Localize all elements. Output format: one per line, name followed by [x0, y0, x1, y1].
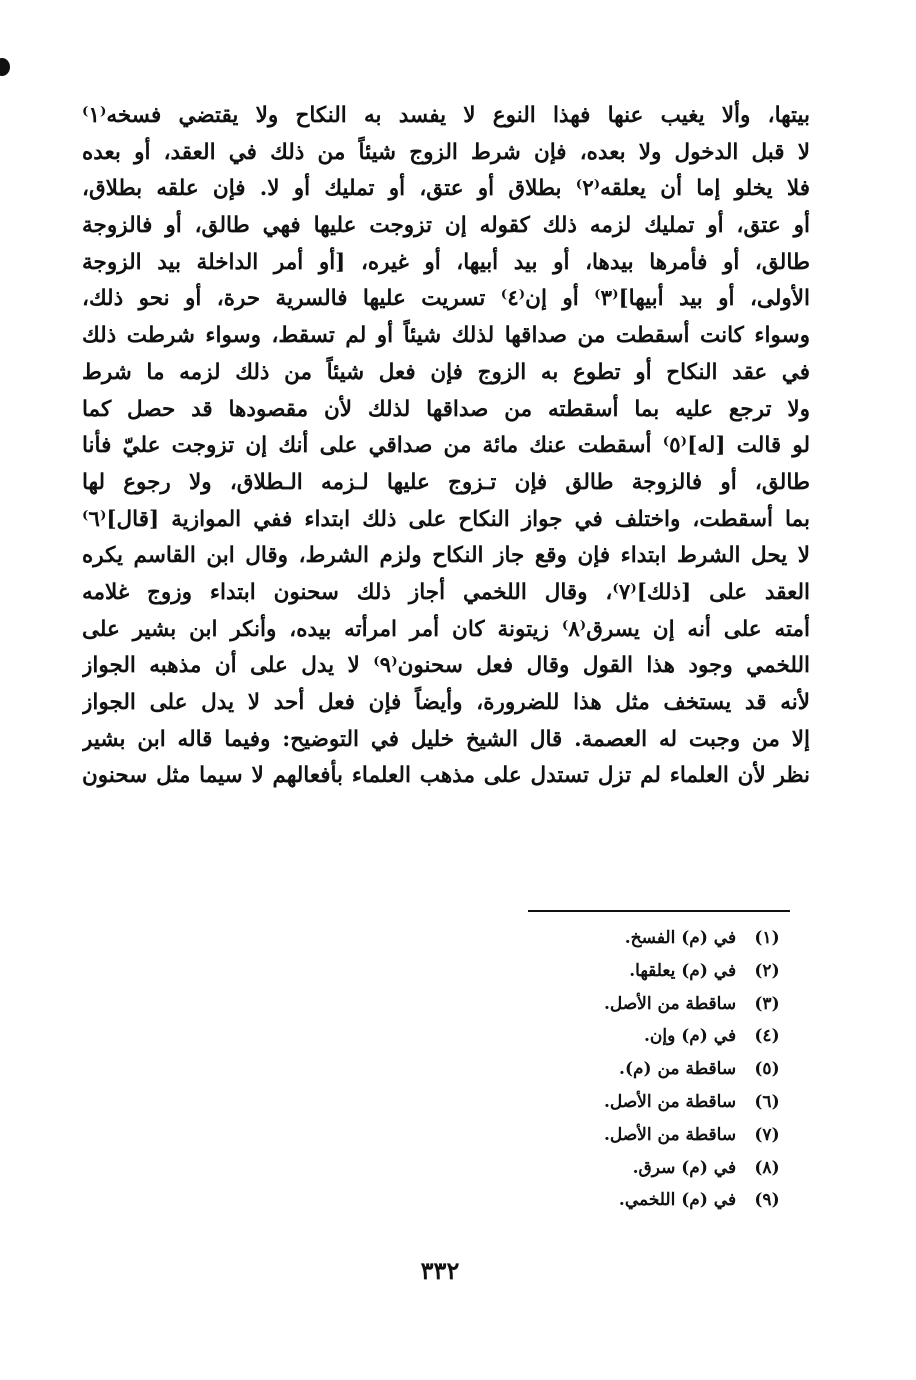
footnote-separator	[528, 910, 790, 912]
text-line: إلا من وجبت له العصمة. قال الشيخ خليل في التوضيح: وفيما قاله ابن بشير	[82, 726, 810, 752]
footnote-number: (١)	[754, 928, 780, 948]
footnote-number: (٨)	[754, 1157, 780, 1178]
text-line: أو عتق، أو تمليك لزمه ذلك كقوله إن تزوجت عليها فهي طالق، أو فالزوجة	[82, 213, 810, 239]
text-line: نظر لأن العلماء لم تزل تستدل على مذهب العلماء بأفعالهم لا سيما مثل سحنون	[82, 763, 810, 789]
text-line: ولا ترجع عليه بما أسقطته من صداقها لذلك لأن مقصودها قد حصل كما	[82, 396, 810, 422]
text-line: طالق، أو فأمرها بيدها، أو بيد أبيها، أو غيره، [أو أمر الداخلة بيد الزوجة	[82, 249, 810, 275]
footnote-number: (٢)	[754, 960, 780, 981]
text-line: بما أسقطت، واختلف في جواز النكاح على ذلك ابتداء ففي الموازية [قال]⁽٦⁾	[82, 506, 810, 532]
text-line: لو قالت [له]⁽٥⁾ أسقطت عنك مائة من صداقي على أنك إن تزوجت عليّ فأنا	[82, 433, 810, 459]
footnote-number: (٣)	[754, 993, 780, 1014]
text-line: اللخمي وجود هذا القول وقال فعل سحنون⁽٩⁾ لا يدل على أن مذهبه الجواز	[82, 653, 810, 679]
footnote-text: ساقطة من الأصل.	[603, 1091, 737, 1112]
footnote-text: في (م) اللخمي.	[618, 1190, 737, 1211]
footnote-number: (٥)	[754, 1059, 780, 1080]
text-line: طالق، أو فالزوجة طالق فإن تـزوج عليها لـزمه الـطلاق، ولا رجوع لها	[82, 469, 810, 495]
footnote-item	[400, 1053, 792, 1086]
footnote-text: ساقطة من (م).	[619, 1059, 737, 1080]
text-line: لا يحل الشرط ابتداء فإن وقع جاز النكاح ولزم الشرط، وقال ابن القاسم يكره	[82, 543, 810, 569]
footnotes	[400, 922, 792, 1217]
footnote-number: (٤)	[754, 1026, 780, 1047]
footnote-number: (٦)	[754, 1091, 780, 1112]
text-line: بيتها، وألا يغيب عنها فهذا النوع لا يفسد به النكاح ولا يقتضي فسخه⁽١⁾	[82, 103, 810, 128]
footnote-text: في (م) سرق.	[632, 1157, 737, 1178]
footnote-number: (٧)	[754, 1124, 780, 1145]
footnote-item	[400, 1086, 792, 1119]
text-line: أمته على أنه إن يسرق⁽٨⁾ زيتونة كان أمر امرأته بيده، وأنكر ابن بشير على	[82, 616, 810, 642]
footnote-text: ساقطة من الأصل.	[603, 1124, 737, 1145]
text-line: لأنه قد يستخف مثل هذا للضرورة، وأيضاً فإن فعل أحد لا يدل على الجواز	[82, 690, 810, 715]
footnote-item	[400, 922, 792, 955]
scan-edge-mark	[0, 58, 10, 76]
text-line: فلا يخلو إما أن يعلقه⁽٢⁾ بطلاق أو عتق، أو تمليك أو لا. فإن علقه بطلاق،	[82, 176, 810, 202]
footnote-item	[400, 955, 792, 988]
footnote-text: في (م) وإن.	[643, 1026, 737, 1047]
footnote-item	[400, 1020, 792, 1053]
footnote-item	[400, 1184, 792, 1217]
footnote-text: في (م) الفسخ.	[624, 928, 737, 948]
text-line: العقد على [ذلك]⁽٧⁾، وقال اللخمي أجاز ذلك سحنون ابتداء وزوج غلامه	[82, 579, 810, 605]
text-line: الأولى، أو بيد أبيها]⁽٣⁾ أو إن⁽٤⁾ تسريت عليها فالسرية حرة، أو نحو ذلك،	[82, 286, 810, 312]
footnote-text: ساقطة من الأصل.	[603, 993, 737, 1014]
text-line: لا قبل الدخول ولا بعده، فإن شرط الزوج شيئاً من ذلك في العقد، أو بعده	[82, 139, 810, 165]
footnote-number: (٩)	[754, 1190, 780, 1211]
page-number: ٣٣٢	[420, 1256, 460, 1285]
text-line: وسواء كانت أسقطت من صداقها لذلك شيئاً أو لم تسقط، وسواء شرطت ذلك	[82, 323, 810, 349]
text-line: في عقد النكاح أو تطوع به الزوج فإن فعل شيئاً من ذلك لزمه ما شرط	[82, 359, 810, 385]
main-text	[82, 98, 810, 795]
footnote-item	[400, 1152, 792, 1185]
footnote-text: في (م) يعلقها.	[629, 960, 737, 981]
footnote-item	[400, 988, 792, 1021]
footnote-item	[400, 1119, 792, 1152]
